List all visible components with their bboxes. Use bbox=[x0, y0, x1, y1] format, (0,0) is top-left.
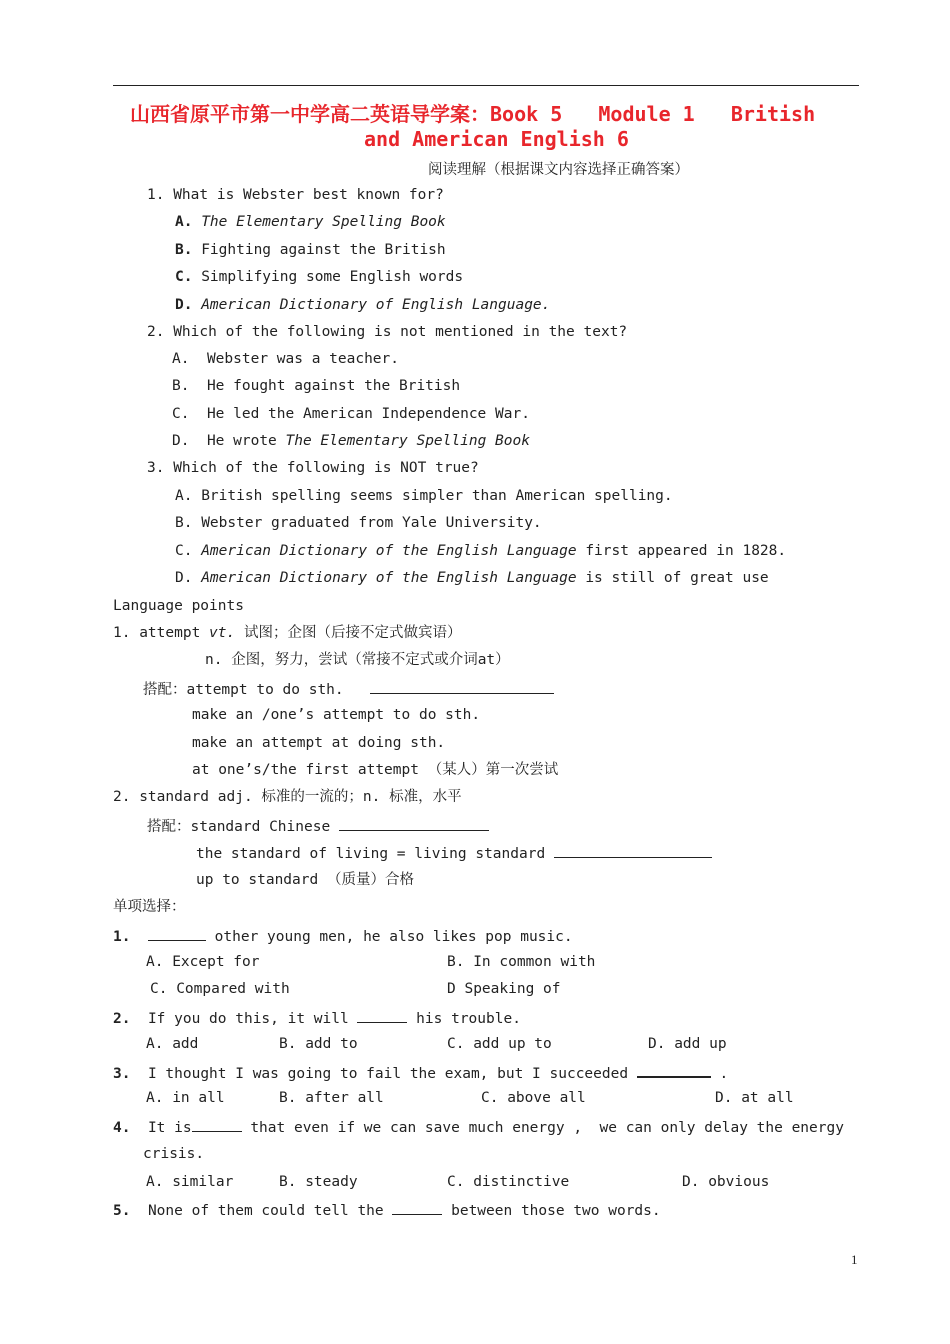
mc-q4-option-b: B. steady bbox=[279, 1174, 358, 1190]
reading-question-3: 3. Which of the following is NOT true? bbox=[147, 460, 479, 476]
language-point-1: 1. attempt vt. 试图；企图（后接不定式做宾语） bbox=[113, 625, 462, 641]
reading-q2-option-b: B. He fought against the British bbox=[172, 378, 461, 394]
answer-blank[interactable] bbox=[370, 679, 554, 694]
language-point-2: 2. standard adj. 标准的一流的；n. 标准，水平 bbox=[113, 789, 462, 805]
mc-q3-option-a: A. in all bbox=[146, 1090, 225, 1106]
mc-q3-option-d: D. at all bbox=[715, 1090, 794, 1106]
language-point-1-collocation-1: 搭配：attempt to do sth. bbox=[143, 679, 554, 699]
language-points-heading: Language points bbox=[113, 598, 244, 614]
reading-q3-option-a: A. British spelling seems simpler than American spelling. bbox=[175, 488, 673, 504]
answer-blank[interactable] bbox=[554, 843, 712, 858]
header-rule bbox=[113, 85, 859, 86]
page-number: 1 bbox=[851, 1252, 858, 1267]
title-line-2: and American English 6 bbox=[364, 127, 629, 151]
reading-q2-option-c: C. He led the American Independence War. bbox=[172, 406, 530, 422]
mc-q2-option-d: D. add up bbox=[648, 1036, 727, 1052]
language-point-1-noun: n. 企图，努力，尝试（常接不定式或介词at） bbox=[205, 652, 510, 668]
answer-blank[interactable] bbox=[637, 1062, 711, 1078]
answer-blank[interactable] bbox=[339, 816, 489, 831]
reading-q2-option-a: A. Webster was a teacher. bbox=[172, 351, 399, 367]
reading-q1-option-b: B. Fighting against the British bbox=[175, 242, 446, 258]
reading-q1-option-d: D. American Dictionary of English Language. bbox=[175, 297, 551, 313]
answer-blank[interactable] bbox=[392, 1200, 442, 1215]
mc-q1-option-c: C. Compared with bbox=[150, 981, 290, 997]
mc-question-5: 5. None of them could tell the between those two words. bbox=[113, 1200, 661, 1220]
language-point-2-collocation-3: up to standard （质量）合格 bbox=[196, 872, 414, 888]
language-point-1-collocation-2: make an /one’s attempt to do sth. bbox=[192, 707, 481, 723]
mc-q4-option-a: A. similar bbox=[146, 1174, 234, 1190]
mc-q1-option-d: D Speaking of bbox=[447, 981, 561, 997]
reading-q3-option-d: D. American Dictionary of the English Language is still of great use bbox=[175, 570, 769, 586]
reading-question-2: 2. Which of the following is not mentioned in the text? bbox=[147, 324, 628, 340]
language-point-1-collocation-3: make an attempt at doing sth. bbox=[192, 735, 446, 751]
mc-q1-option-a: A. Except for bbox=[146, 954, 260, 970]
multiple-choice-heading: 单项选择： bbox=[113, 899, 186, 915]
mc-q4-option-c: C. distinctive bbox=[447, 1174, 570, 1190]
reading-q1-option-c: C. Simplifying some English words bbox=[175, 269, 464, 285]
mc-question-4: 4. It is that even if we can save much energy , we can only delay the energy bbox=[113, 1117, 859, 1137]
section-reading-heading: 阅读理解（根据课文内容选择正确答案） bbox=[428, 162, 689, 178]
mc-question-4-continued: crisis. bbox=[143, 1146, 205, 1162]
mc-q2-option-b: B. add to bbox=[279, 1036, 358, 1052]
reading-q2-option-d: D. He wrote The Elementary Spelling Book bbox=[172, 433, 530, 449]
reading-q1-option-a: A. The Elementary Spelling Book bbox=[175, 214, 446, 230]
mc-q4-option-d: D. obvious bbox=[682, 1174, 770, 1190]
reading-q3-option-b: B. Webster graduated from Yale University. bbox=[175, 515, 542, 531]
title-line-1: 山西省原平市第一中学高二英语导学案：Book 5 Module 1 British bbox=[130, 102, 816, 126]
answer-blank[interactable] bbox=[357, 1008, 407, 1023]
mc-q2-option-a: A. add bbox=[146, 1036, 199, 1052]
mc-question-3: 3. I thought I was going to fail the exam, but I succeeded . bbox=[113, 1062, 728, 1083]
mc-q3-option-c: C. above all bbox=[481, 1090, 586, 1106]
mc-q1-option-b: B. In common with bbox=[447, 954, 596, 970]
language-point-2-collocation-2: the standard of living = living standard bbox=[196, 843, 712, 863]
mc-question-1: 1. other young men, he also likes pop music. bbox=[113, 926, 573, 946]
answer-blank[interactable] bbox=[192, 1117, 242, 1132]
reading-q3-option-c: C. American Dictionary of the English Language first appeared in 1828. bbox=[175, 543, 787, 559]
language-point-1-collocation-4: at one’s/the first attempt （某人）第一次尝试 bbox=[192, 762, 559, 778]
language-point-2-collocation-1: 搭配：standard Chinese bbox=[147, 816, 489, 836]
answer-blank[interactable] bbox=[148, 926, 206, 941]
mc-q2-option-c: C. add up to bbox=[447, 1036, 552, 1052]
mc-q3-option-b: B. after all bbox=[279, 1090, 384, 1106]
mc-question-2: 2. If you do this, it will his trouble. bbox=[113, 1008, 521, 1028]
reading-question-1: 1. What is Webster best known for? bbox=[147, 187, 444, 203]
